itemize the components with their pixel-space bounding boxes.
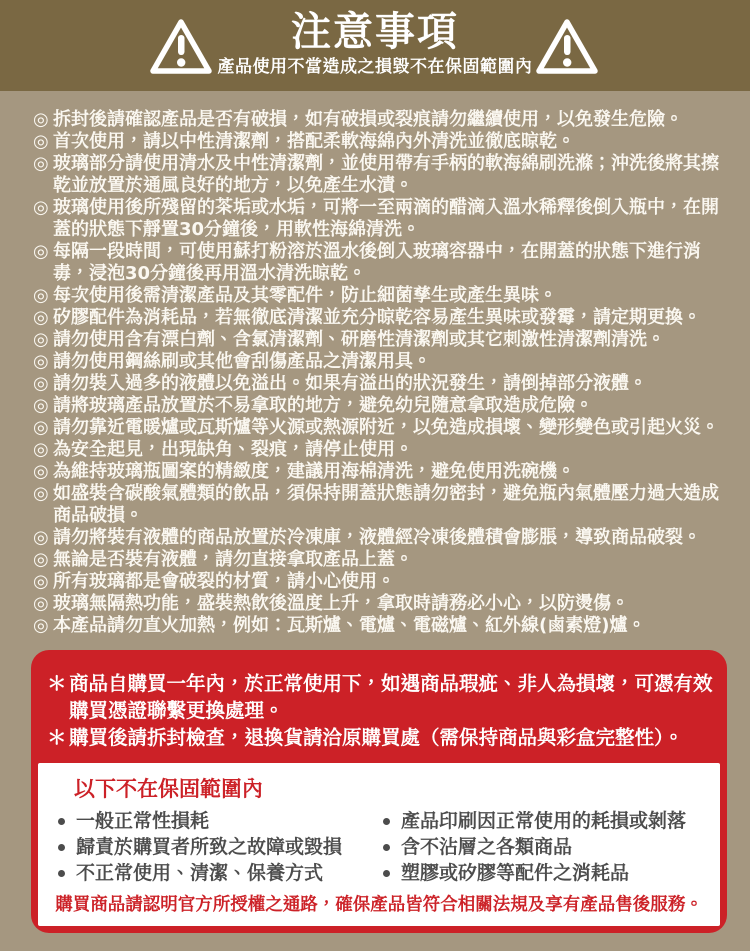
notice-item [33,153,726,197]
notice-text: 請勿靠近電暖爐或瓦斯爐等火源或熱源附近，以免造成損壞、變形變色或引起火災。 [53,417,719,438]
ring-bullet-icon: ◎ [33,527,49,548]
notice-item [33,197,726,241]
dot-bullet-icon [383,870,390,877]
notice-text: 請將玻璃產品放置於不易拿取的地方，避免幼兒隨意拿取造成危險。 [53,395,593,416]
ring-bullet-icon: ◎ [33,571,49,592]
notice-item [33,461,726,483]
warranty-text: 購買後請拆封檢查，退換貨請洽原購買處（需保持商品與彩盒完整性）。 [69,726,684,749]
exclusion-item [58,808,383,834]
warranty-item [47,724,717,751]
dot-bullet-icon [58,818,65,825]
warranty-panel [31,650,727,933]
dot-bullet-icon [383,844,390,851]
dot-bullet-icon [383,818,390,825]
exclusion-item [58,860,383,886]
notice-text: 矽膠配件為消耗品，若無徹底清潔並充分晾乾容易產生異味或發霉，請定期更換。 [53,307,701,328]
notice-text: 首次使用，請以中性清潔劑，搭配柔軟海綿內外清洗並徹底晾乾。 [53,131,575,152]
notice-text: 拆封後請確認產品是否有破損，如有破損或裂痕請勿繼續使用，以免發生危險。 [53,109,683,130]
notice-item [33,307,726,329]
notice-item [33,241,726,285]
exclusion-text: 歸責於購買者所致之故障或毀損 [76,836,343,858]
asterisk-marker: ＊ [47,672,67,695]
asterisk-marker: ＊ [47,726,67,749]
notice-text: 無論是否裝有液體，請勿直接拿取產品上蓋。 [53,549,413,570]
exclusions-panel [38,763,720,926]
warranty-item [47,670,717,724]
ring-bullet-icon: ◎ [33,395,49,416]
notice-item [33,417,726,439]
notice-text: 請勿使用含有漂白劑、含氯清潔劑、研磨性清潔劑或其它刺激性清潔劑清洗。 [53,329,665,350]
notice-item [33,351,726,373]
notice-item [33,549,726,571]
notice-text: 本產品請勿直火加熱，例如：瓦斯爐、電爐、電磁爐、紅外線(鹵素燈)爐。 [53,615,646,636]
notice-item [33,131,726,153]
ring-bullet-icon: ◎ [33,197,49,218]
notice-item [33,593,726,615]
ring-bullet-icon: ◎ [33,417,49,438]
notice-item [33,285,726,307]
notice-text: 請勿使用鋼絲刷或其他會刮傷產品之清潔用具。 [53,351,431,372]
ring-bullet-icon: ◎ [33,153,49,174]
ring-bullet-icon: ◎ [33,241,49,262]
header-text [0,10,750,78]
notice-item [33,615,726,637]
exclusion-text: 產品印刷因正常使用的耗損或剝落 [401,810,687,832]
exclusion-item [383,834,720,860]
ring-bullet-icon: ◎ [33,131,49,152]
warning-triangle-icon [533,16,601,78]
exclusion-text: 一般正常性損耗 [76,810,210,832]
ring-bullet-icon: ◎ [33,593,49,614]
notice-text: 所有玻璃都是會破裂的材質，請小心使用。 [53,571,395,592]
exclusions-title: 以下不在保固範圍內 [74,777,263,801]
notice-text: 如盛裝含碳酸氣體類的飲品，須保持開蓋狀態請勿密封，避免瓶內氣體壓力過大造成商品破損。 [53,483,719,526]
notice-item [33,483,726,527]
exclusion-text: 含不沾層之各類商品 [401,836,573,858]
warranty-text: 商品自購買一年內，於正常使用下，如遇商品瑕疵、非人為損壞，可憑有效購買憑證聯繫更換處理。 [69,672,713,722]
exclusion-item [383,860,720,886]
warranty-list [31,650,727,763]
notice-item [33,109,726,131]
exclusion-text: 不正常使用、清潔、保養方式 [76,862,324,884]
notice-text: 為維持玻璃瓶圖案的精緻度，建議用海棉清洗，避免使用洗碗機。 [53,461,575,482]
ring-bullet-icon: ◎ [33,461,49,482]
ring-bullet-icon: ◎ [33,373,49,394]
notice-text: 玻璃部分請使用清水及中性清潔劑，並使用帶有手柄的軟海綿刷洗滌；沖洗後將其擦乾並放置於通風良好的地方，以免產生水漬。 [53,153,719,196]
notice-text: 為安全起見，出現缺角、裂痕，請停止使用。 [53,439,413,460]
notice-text: 玻璃使用後所殘留的茶垢或水垢，可將一至兩滴的醋滴入溫水稀釋後倒入瓶中，在開蓋的狀態下靜置30分鐘後，用軟性海綿清洗。 [53,197,719,240]
page-title: 注意事項 [291,9,459,55]
exclusions-column-right [383,808,720,886]
ring-bullet-icon: ◎ [33,109,49,130]
ring-bullet-icon: ◎ [33,549,49,570]
page-subtitle: 產品使用不當造成之損毀不在保固範圍內 [217,57,533,77]
dot-bullet-icon [58,870,65,877]
notice-text: 每隔一段時間，可使用蘇打粉溶於溫水後倒入玻璃容器中，在開蓋的狀態下進行消毒，浸泡30分鐘後再用溫水清洗晾乾。 [53,241,701,284]
notice-body [0,91,750,933]
notice-item [33,571,726,593]
exclusion-text: 塑膠或矽膠等配件之消耗品 [401,862,630,884]
ring-bullet-icon: ◎ [33,351,49,372]
notice-text: 請勿裝入過多的液體以免溢出。如果有溢出的狀況發生，請倒掉部分液體。 [53,373,647,394]
ring-bullet-icon: ◎ [33,307,49,328]
notice-list [0,91,750,637]
exclusions-columns [38,808,720,886]
notice-item [33,439,726,461]
notice-item [33,373,726,395]
ring-bullet-icon: ◎ [33,483,49,504]
notice-item [33,527,726,549]
notice-item [33,329,726,351]
notice-item [33,395,726,417]
header [0,0,750,91]
notice-text: 請勿將裝有液體的商品放置於冷凍庫，液體經冷凍後體積會膨脹，導致商品破裂。 [53,527,701,548]
notice-text: 每次使用後需清潔產品及其零配件，防止細菌孳生或產生異味。 [53,285,557,306]
exclusions-column-left [58,808,383,886]
ring-bullet-icon: ◎ [33,285,49,306]
dot-bullet-icon [58,844,65,851]
notice-text: 玻璃無隔熱功能，盛裝熱飲後溫度上升，拿取時請務必小心，以防燙傷。 [53,593,629,614]
ring-bullet-icon: ◎ [33,329,49,350]
ring-bullet-icon: ◎ [33,439,49,460]
footer-note: 購買商品請認明官方所授權之通路，確保產品皆符合相關法規及享有產品售後服務。 [55,895,703,915]
exclusion-item [58,834,383,860]
exclusion-item [383,808,720,834]
ring-bullet-icon: ◎ [33,615,49,636]
